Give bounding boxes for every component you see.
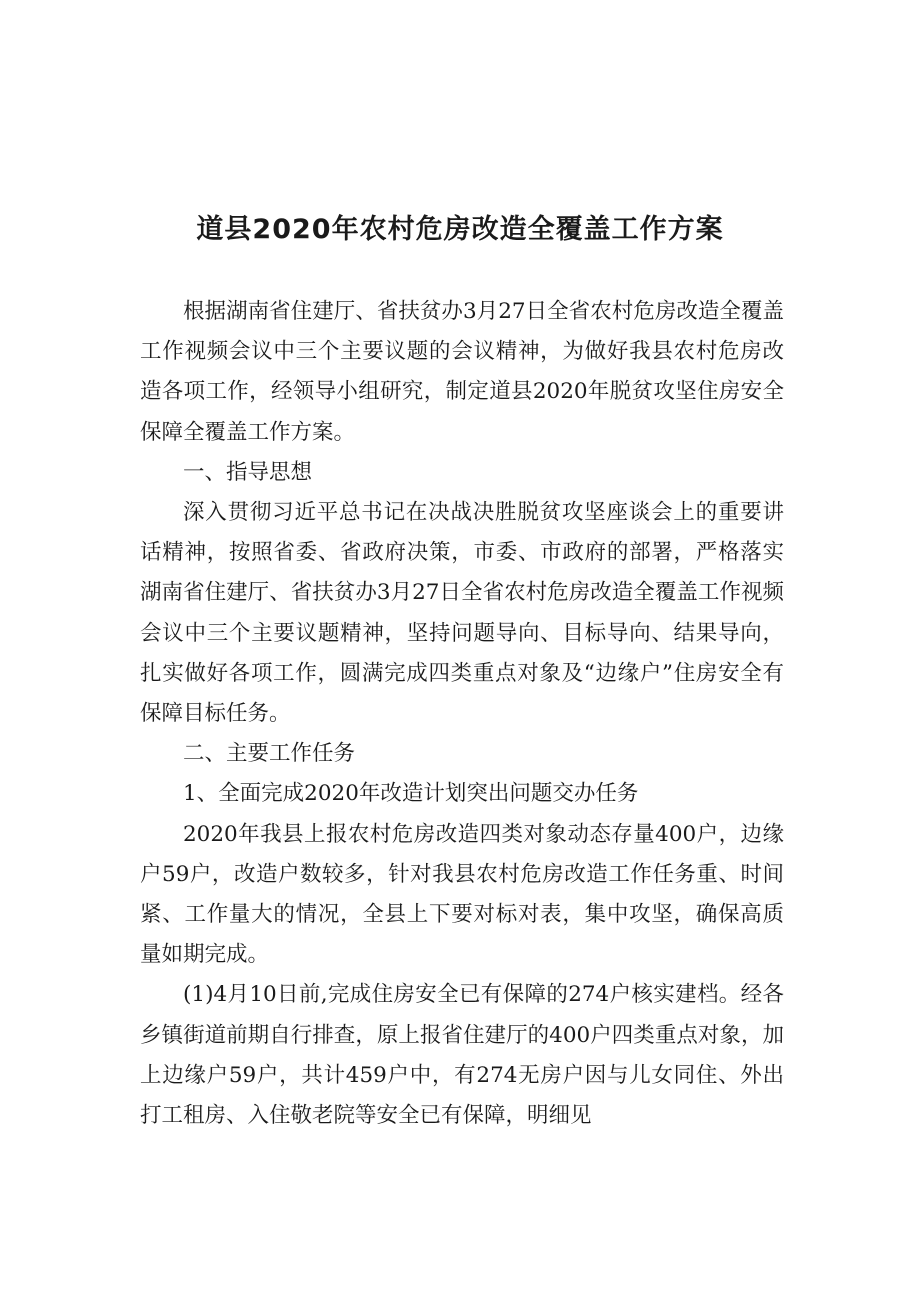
guiding-ideology-paragraph: 深入贯彻习近平总书记在决战决胜脱贫攻坚座谈会上的重要讲话精神，按照省委、省政府决策，市委、市政府的部署，严格落实湖南省住建厅、省扶贫办3月27日全省农村危房改造全覆盖工作视频会议中三个主要议题精神，坚持问题导向、目标导向、结果导向，扎实做好各项工作，圆满完成四类重点对象及“边缘户”住房安全有保障目标任务。 [140, 500, 784, 727]
section-heading-main-tasks: 二、主要工作任务 [183, 741, 356, 767]
section-heading-guiding-ideology: 一、指导思想 [183, 459, 313, 485]
intro-paragraph: 根据湖南省住建厅、省扶贫办3月27日全省农村危房改造全覆盖工作视频会议中三个主要议题的会议精神，为做好我县农村危房改造各项工作，经领导小组研究，制定道县2020年脱贫攻坚住房安全保障全覆盖工作方案。 [140, 299, 784, 445]
subsection-heading-task-1: 1、全面完成2020年改造计划突出问题交办任务 [183, 781, 639, 807]
task-1-paragraph: 2020年我县上报农村危房改造四类对象动态存量400户，边缘户59户，改造户数较多，针对我县农村危房改造工作任务重、时间紧、工作量大的情况，全县上下要对标对表，集中攻坚，确保高质量如期完成。 [140, 821, 784, 968]
document-body [140, 292, 784, 1136]
task-1-item-1-paragraph: (1)4月10日前,完成住房安全已有保障的274户核实建档。经各乡镇街道前期自行排查，原上报省住建厅的400户四类重点对象，加上边缘户59户，共计459户中，有274无房户因与儿女同住、外出打工租房、入住敬老院等安全已有保障，明细见 [140, 982, 784, 1129]
document-title: 道县2020年农村危房改造全覆盖工作方案 [196, 214, 724, 245]
